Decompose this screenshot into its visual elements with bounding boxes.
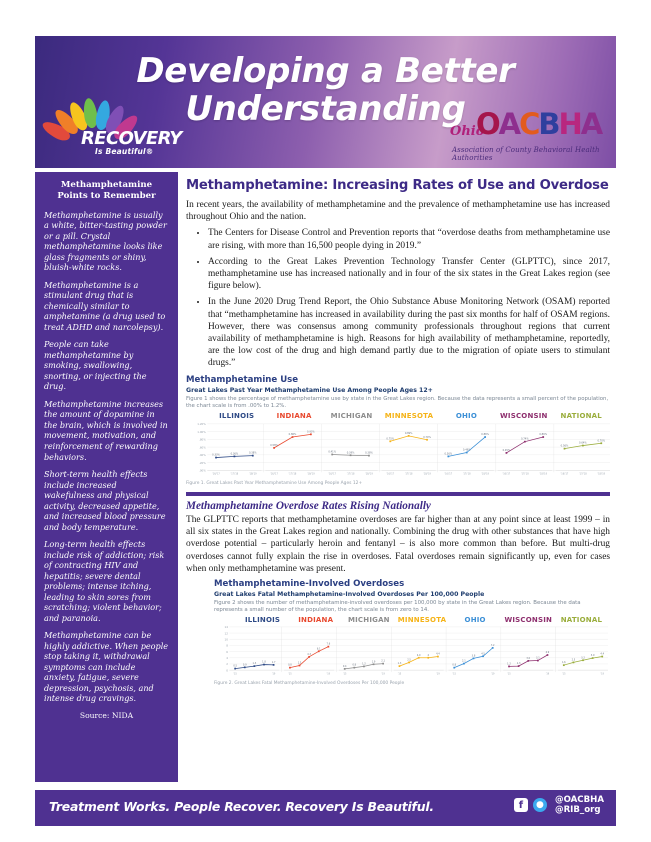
- recovery-is-beautiful-logo: [51, 100, 193, 162]
- intro-paragraph: In recent years, the availability of methamphetamine and the prevalence of methamphetamine use has increased throughout Ohio and the nation.: [186, 199, 610, 223]
- panel-label-ohio: OHIO: [464, 616, 486, 625]
- svg-text:2.5: 2.5: [407, 658, 411, 662]
- svg-text:'15: '15: [397, 672, 402, 676]
- svg-text:0.75%: 0.75%: [386, 437, 395, 441]
- bullet-list: [186, 227, 610, 369]
- oacbha-tagline: Association of County Behavioral Health Authorities: [452, 146, 600, 162]
- svg-text:'16/'17: '16/'17: [502, 472, 511, 476]
- svg-text:'19: '19: [271, 672, 276, 676]
- svg-text:2.1: 2.1: [462, 660, 466, 664]
- panel-label-minnesota: MINNESOTA: [384, 411, 434, 420]
- sidebar-paragraph: Short-term health effects include increased wakefulness and physical activity, decreased appetite, and increased blood pressure and body temperature.: [44, 469, 166, 532]
- oacbha-letters: OACBHA: [476, 107, 602, 141]
- svg-text:0.79%: 0.79%: [423, 435, 431, 439]
- svg-text:'18/'19: '18/'19: [423, 472, 431, 476]
- oacbha-logo: [446, 108, 606, 164]
- svg-text:'16/'17: '16/'17: [270, 472, 278, 476]
- svg-text:1.2: 1.2: [507, 662, 511, 666]
- sidebar-paragraph: Methamphetamine can be highly addictive. When people stop taking it, withdrawal symptoms can include anxiety, fatigue, severe depression, psychosis, and intense drug cravings.: [44, 630, 169, 704]
- svg-text:0.8: 0.8: [352, 664, 357, 668]
- svg-text:'17/'18: '17/'18: [404, 472, 413, 476]
- sidebar-paragraph: Methamphetamine increases the amount of dopamine in the brain, which is involved in movement, motivation, and reinforcement of rewarding behaviors.: [44, 398, 168, 462]
- list-item: • In the June 2020 Drug Trend Report, the Ohio Substance Abuse Monitoring Network (OSAM) reported that “methamphetamine has increased in availability during the past six months for half of OSAM regions. However, there was consensus among community professionals throughout regions that current availability of methamphetamine is high. Reasons for high availability of methamphetamine, reportedly, are the low cost of the drug and high demand partly due to the migration of opiate users to stimulant drugs.”: [208, 296, 610, 369]
- list-item: • According to the Great Lakes Prevention Technology Transfer Center (GLPTTC), since 2017, methamphetamine use has increased nationally and in four of the six states in the Great Lakes region (see figure below).: [208, 256, 610, 293]
- content-area: [35, 172, 616, 782]
- svg-text:12: 12: [224, 632, 228, 636]
- svg-text:'17/'18: '17/'18: [230, 472, 239, 476]
- svg-text:0.89%: 0.89%: [404, 431, 413, 435]
- svg-text:0.9: 0.9: [242, 663, 247, 667]
- list-item: • The Centers for Disease Control and Prevention reports that “overdose deaths from methamphetamine use are rising, with more than 16,500 people dying in 2019.”: [208, 227, 610, 251]
- svg-text:'18/'19: '18/'19: [481, 472, 489, 476]
- svg-text:.40%: .40%: [198, 453, 206, 458]
- svg-text:0.58%: 0.58%: [270, 443, 278, 447]
- chart-2-subtitle: Great Lakes Fatal Methamphetamine-Involved Overdoses Per 100,000 People: [214, 591, 485, 599]
- header-banner: [35, 36, 616, 168]
- svg-text:1.2: 1.2: [362, 662, 366, 666]
- main-column: [178, 172, 616, 782]
- svg-text:4.9: 4.9: [545, 651, 550, 655]
- svg-text:0.46%: 0.46%: [462, 448, 471, 452]
- svg-text:'17/'18: '17/'18: [521, 472, 529, 476]
- svg-text:'15: '15: [507, 672, 511, 676]
- svg-text:'15: '15: [562, 672, 566, 676]
- svg-text:'19: '19: [545, 672, 550, 676]
- svg-text:0.8: 0.8: [288, 664, 292, 668]
- svg-text:'18/'19: '18/'19: [248, 472, 257, 476]
- svg-text:1.6: 1.6: [561, 661, 566, 665]
- svg-text:'15: '15: [452, 672, 456, 676]
- chart-1-plot: [186, 420, 610, 480]
- chart-1-block: [186, 375, 610, 486]
- svg-text:0.56%: 0.56%: [560, 444, 569, 448]
- svg-text:1.8: 1.8: [262, 660, 266, 664]
- svg-text:14: 14: [224, 626, 228, 630]
- svg-text:1.3: 1.3: [252, 662, 257, 666]
- sidebar-title: Methamphetamine Points to Remember: [57, 180, 156, 202]
- svg-text:0.64%: 0.64%: [579, 441, 587, 445]
- svg-text:4: 4: [427, 654, 430, 658]
- svg-text:0.38%: 0.38%: [365, 451, 373, 455]
- svg-text:1.5: 1.5: [297, 661, 302, 665]
- svg-text:0.86%: 0.86%: [539, 433, 548, 437]
- svg-text:'16/'17: '16/'17: [328, 472, 336, 476]
- svg-text:'16/'17: '16/'17: [560, 472, 569, 476]
- footer-bar: [35, 790, 616, 826]
- svg-text:3.1: 3.1: [536, 656, 540, 660]
- svg-text:7.6: 7.6: [326, 643, 331, 647]
- svg-text:.60%: .60%: [198, 445, 206, 450]
- section-2-paragraph: The GLPTTC reports that methamphetamine overdoses are far higher than at any point since at least 1999 – in all six states in the Great Lakes region and nationally. Combining the drug with other substances that have high overdose potential – particularly heroin and fentanyl – is also more common than before. But multi-drug overdoses cannot fully explain the rise in overdoses. Fatal overdoses remain significantly up, even for cases when only methamphetamine was present.: [186, 514, 610, 574]
- banner-title-line1: Developing a Better: [136, 51, 515, 91]
- panel-label-illinois: ILLINOIS: [244, 616, 281, 625]
- page-title: Methamphetamine: Increasing Rates of Use and Overdose: [186, 178, 609, 193]
- chart-2-panel-labels: [236, 616, 608, 624]
- oacbha-ohio-script: Ohio: [450, 124, 485, 139]
- social-links: [514, 795, 604, 816]
- svg-text:'15: '15: [288, 672, 292, 676]
- handle-oacbha[interactable]: @OACBHA: [554, 795, 604, 805]
- svg-text:2.5: 2.5: [571, 658, 576, 662]
- sidebar-paragraph: Long-term health effects include risk of addiction; risk of contracting HIV and hepatitis; severe dental problems; intense itching, leading to skin sores from scratching; violent behavior; and paranoia.: [44, 539, 165, 623]
- svg-text:7.2: 7.2: [490, 644, 495, 648]
- chart-1-title: Methamphetamine Use: [186, 374, 299, 385]
- svg-text:'16/'17: '16/'17: [444, 472, 453, 476]
- svg-text:6.1: 6.1: [316, 647, 321, 651]
- svg-text:1.00%: 1.00%: [197, 429, 206, 434]
- svg-text:'15: '15: [342, 672, 347, 676]
- svg-text:0.39%: 0.39%: [346, 451, 355, 455]
- section-divider: [186, 492, 610, 496]
- chart-2-plot: [214, 624, 608, 680]
- recovery-logo-word: RECOVERY: [81, 128, 182, 149]
- sidebar-paragraph: People can take methamphetamine by smoking, swallowing, snorting, or injecting the drug.: [44, 339, 147, 392]
- svg-text:'18/'19: '18/'19: [539, 472, 548, 476]
- footer-slogan: Treatment Works. People Recover. Recovery Is Beautiful.: [49, 799, 434, 814]
- svg-text:.00%: .00%: [198, 468, 206, 473]
- chart-2-block: [214, 579, 608, 686]
- svg-text:0.5: 0.5: [233, 664, 237, 668]
- svg-text:'17/'18: '17/'18: [346, 472, 355, 476]
- svg-text:1.3: 1.3: [516, 662, 521, 666]
- panel-label-wisconsin: WISCONSIN: [500, 411, 548, 420]
- recovery-logo-tagline: Is Beautiful®: [95, 147, 154, 156]
- svg-text:8: 8: [226, 644, 228, 648]
- svg-text:'17/'18: '17/'18: [288, 472, 297, 476]
- twitter-icon[interactable]: ●: [533, 798, 547, 812]
- chart-1-subtitle: Great Lakes Past Year Methamphetamine Use Among People Ages 12+: [186, 386, 433, 394]
- panel-label-illinois: ILLINOIS: [219, 411, 255, 420]
- svg-text:4.0: 4.0: [416, 654, 421, 658]
- social-handles: [555, 795, 604, 816]
- panel-label-michigan: MICHIGAN: [347, 616, 390, 625]
- panel-label-ohio: OHIO: [455, 411, 477, 420]
- svg-text:0.36%: 0.36%: [444, 452, 453, 456]
- svg-text:0.74%: 0.74%: [520, 437, 529, 441]
- svg-text:4.4: 4.4: [436, 652, 440, 656]
- panel-label-indiana: INDIANA: [298, 616, 334, 625]
- svg-text:0.38%: 0.38%: [248, 451, 257, 455]
- svg-text:'16/'17: '16/'17: [212, 472, 220, 476]
- svg-text:.80%: .80%: [198, 437, 206, 442]
- sidebar-source: Source: NIDA: [79, 710, 134, 720]
- chart-1-description: Figure 1 shows the percentage of methamphetamine use by state in the Great Lakes region. Because the data represents a small percent of the population, the chart scale is from .00% to 1.2%.: [186, 395, 609, 409]
- svg-text:3.0: 3.0: [526, 657, 531, 661]
- svg-text:3.9: 3.9: [590, 654, 595, 658]
- svg-text:0.41%: 0.41%: [328, 450, 337, 454]
- svg-text:0.93%: 0.93%: [307, 430, 315, 434]
- panel-label-minnesota: MINNESOTA: [397, 616, 447, 625]
- panel-label-national: NATIONAL: [560, 616, 603, 625]
- svg-text:2.1: 2.1: [381, 660, 385, 664]
- svg-text:0.36%: 0.36%: [230, 452, 239, 456]
- chart-1-panel-labels: [208, 412, 610, 420]
- svg-text:0.86%: 0.86%: [481, 433, 489, 437]
- svg-text:0.4: 0.4: [342, 665, 347, 669]
- svg-text:'19: '19: [600, 672, 604, 676]
- svg-text:3.8: 3.8: [471, 654, 476, 658]
- svg-text:4.4: 4.4: [600, 652, 605, 656]
- svg-text:3.2: 3.2: [581, 656, 585, 660]
- svg-text:'19: '19: [490, 672, 495, 676]
- svg-text:0.86%: 0.86%: [288, 433, 297, 437]
- svg-text:'18/'19: '18/'19: [365, 472, 373, 476]
- svg-text:'18/'19: '18/'19: [597, 472, 606, 476]
- facebook-icon[interactable]: f: [514, 798, 528, 812]
- svg-text:1.7: 1.7: [271, 661, 276, 665]
- panel-label-michigan: MICHIGAN: [330, 411, 373, 420]
- svg-text:6: 6: [226, 651, 228, 655]
- svg-text:'18/'19: '18/'19: [307, 472, 315, 476]
- svg-text:'19: '19: [436, 672, 440, 676]
- svg-text:10: 10: [224, 638, 228, 642]
- sidebar-paragraph: Methamphetamine is usually a white, bitter-tasting powder or a pill. Crystal methamphetamine looks like glass fragments or shiny, bluish-white rocks.: [44, 209, 167, 273]
- svg-text:'17/'18: '17/'18: [462, 472, 471, 476]
- svg-text:.20%: .20%: [198, 460, 206, 465]
- chart-2-caption: Figure 2. Great Lakes Fatal Methamphetamine-Involved Overdoses Per 100,000 People: [214, 681, 405, 687]
- svg-text:0.8: 0.8: [452, 664, 457, 668]
- svg-text:'15: '15: [233, 672, 237, 676]
- svg-text:1.9: 1.9: [371, 660, 376, 664]
- svg-text:0.45%: 0.45%: [502, 448, 511, 452]
- svg-text:1.20%: 1.20%: [197, 422, 206, 427]
- banner-title-line2: Understanding: [185, 89, 466, 130]
- svg-text:4: 4: [226, 657, 228, 661]
- section-2-heading: Methamphetamine Overdose Rates Rising Nationally: [186, 499, 431, 512]
- svg-text:'16/'17: '16/'17: [386, 472, 395, 476]
- svg-text:'19: '19: [326, 672, 331, 676]
- svg-text:0: 0: [226, 669, 228, 673]
- svg-text:4.3: 4.3: [307, 653, 311, 657]
- handle-rib[interactable]: @RIB_org: [554, 805, 601, 816]
- svg-text:0.33%: 0.33%: [212, 453, 220, 457]
- svg-text:4.5: 4.5: [481, 652, 485, 656]
- panel-label-indiana: INDIANA: [276, 411, 312, 420]
- panel-label-wisconsin: WISCONSIN: [504, 616, 553, 625]
- svg-text:2: 2: [226, 663, 228, 667]
- svg-text:'17/'18: '17/'18: [579, 472, 587, 476]
- sidebar-paragraph: Methamphetamine is a stimulant drug that is chemically similar to amphetamine (a drug used to treat ADHD and narcolepsy).: [44, 279, 166, 332]
- svg-text:'19: '19: [381, 672, 385, 676]
- svg-text:0.70%: 0.70%: [597, 439, 606, 443]
- sidebar-points-to-remember: [35, 172, 178, 782]
- chart-2-title: Methamphetamine-Involved Overdoses: [214, 579, 405, 590]
- panel-label-national: NATIONAL: [560, 411, 602, 420]
- svg-text:1.3: 1.3: [397, 662, 402, 666]
- chart-2-description: Figure 2 shows the number of methamphetamine-involved overdoses per 100,000 by state in the Great Lakes region. Because the data represents a small number of the population, the chart scale is from zero to 14.: [214, 600, 581, 614]
- chart-1-caption: Figure 1. Great Lakes Past Year Methamphetamine Use Among People Ages 12+: [186, 480, 363, 486]
